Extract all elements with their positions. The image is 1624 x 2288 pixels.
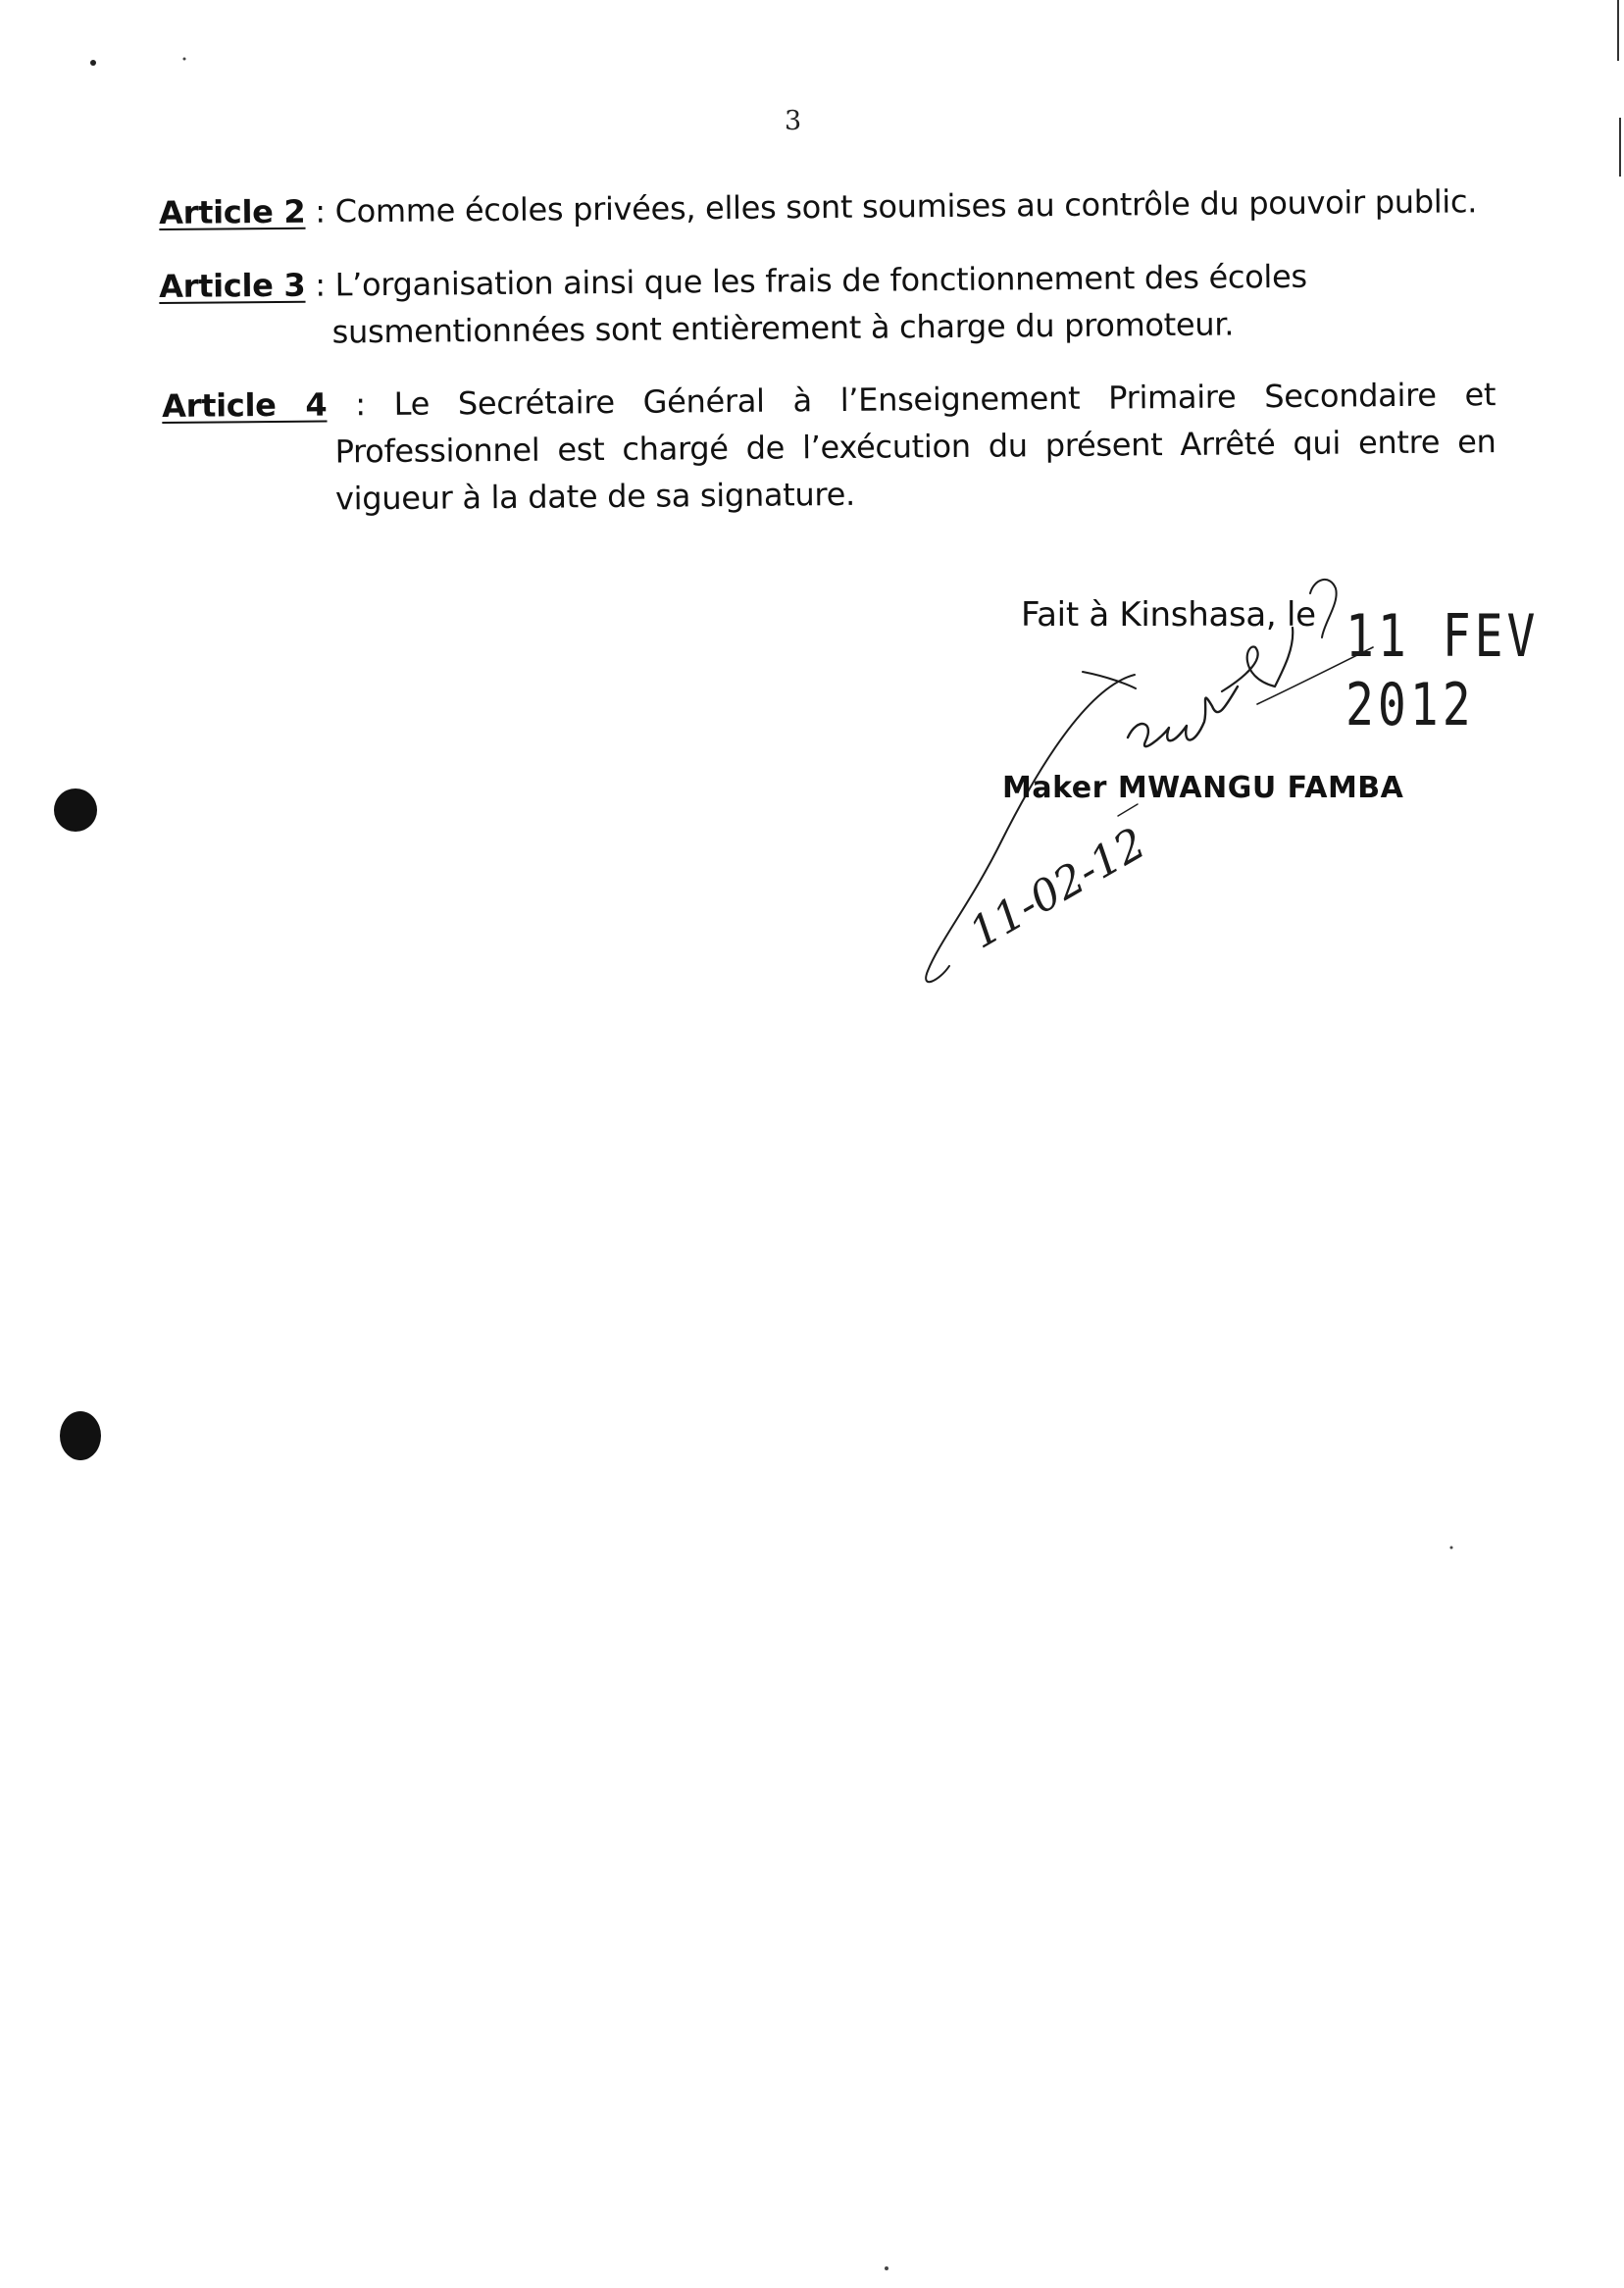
article-2-separator: : bbox=[305, 192, 326, 230]
article-4-text: Le Secrétaire Général à l’Enseignement Primaire Secondaire et Professionnel est chargé de l’exécution du présent Arrêté qui entre en vigueur à la date de sa signature. bbox=[334, 376, 1497, 518]
article-2 bbox=[159, 178, 1493, 236]
article-4 bbox=[162, 371, 1497, 524]
date-stamp: 11 FEV 2012 bbox=[1345, 602, 1540, 739]
article-4-label: Article 4 bbox=[162, 385, 328, 425]
article-3-separator: : bbox=[305, 266, 326, 304]
article-3 bbox=[159, 251, 1494, 357]
page-number: 3 bbox=[785, 106, 802, 136]
article-2-label: Article 2 bbox=[159, 192, 306, 231]
article-3-text: L’organisation ainsi que les frais de fonctionnement des écoles susmentionnées sont entièrement à charge du promoteur. bbox=[331, 257, 1307, 351]
place-and-date-line: Fait à Kinshasa, le bbox=[1021, 595, 1316, 635]
article-3-label: Article 3 bbox=[159, 266, 306, 305]
punch-hole-icon bbox=[54, 788, 97, 832]
signatory-name: Maker MWANGU FAMBA bbox=[1002, 771, 1404, 805]
punch-hole-icon bbox=[60, 1411, 101, 1460]
svg-text:11-02-12: 11-02-12 bbox=[961, 818, 1154, 959]
article-4-separator: : bbox=[327, 385, 366, 424]
article-2-text: Comme écoles privées, elles sont soumises au contrôle du pouvoir public. bbox=[334, 182, 1478, 230]
